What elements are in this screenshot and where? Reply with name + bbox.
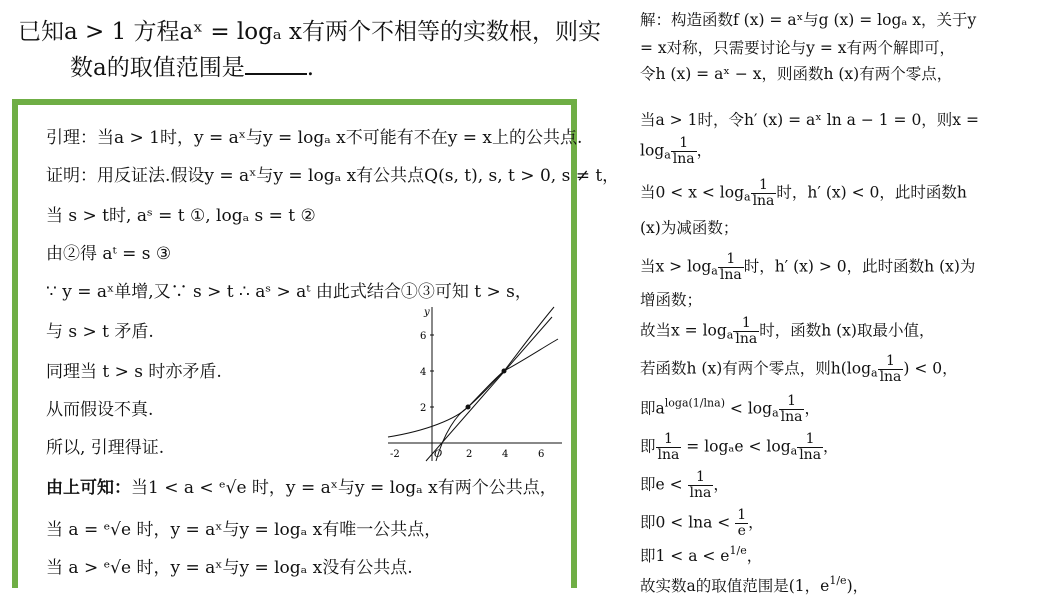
fraction	[779, 394, 805, 425]
fraction-denominator: lna	[780, 409, 803, 425]
log-base: a	[726, 328, 734, 342]
solution-line	[640, 136, 712, 167]
fraction	[671, 136, 697, 167]
solution-line	[640, 178, 967, 209]
fraction-denominator: lna	[735, 331, 758, 347]
fraction	[733, 316, 759, 347]
y-tick-label: 2	[420, 403, 427, 414]
exponent-denominator: lna	[703, 396, 721, 410]
fraction	[656, 432, 682, 463]
fraction-numerator: 1	[656, 432, 682, 448]
solution-line: 当a > 1时，令h′ (x) = aˣ ln a − 1 = 0，则x =	[640, 111, 979, 129]
exponent-denominator: e	[740, 544, 747, 557]
punctuation: ，	[823, 437, 839, 456]
function-graph	[386, 303, 566, 463]
solution-line	[640, 432, 839, 463]
solution-line: = x对称，只需要讨论与y = x有两个解即可，	[640, 39, 955, 57]
solution-line	[640, 252, 975, 283]
solution-text: 故实数a的取值范围是(1，e	[640, 577, 830, 595]
solution-text: 时，h′ (x) > 0，此时函数h (x)为	[743, 257, 976, 276]
fraction-numerator: 1	[797, 432, 823, 448]
fraction	[735, 508, 748, 539]
punctuation: ，	[713, 475, 729, 494]
fraction-numerator: 1	[733, 316, 759, 332]
log-base: a	[681, 396, 689, 410]
fraction	[688, 470, 714, 501]
solution-text: = logₐe < log	[686, 437, 791, 456]
y-tick-label: 6	[420, 331, 427, 342]
conclusion-line-2: 当 a = ᵉ√e 时，y = aˣ与y = logₐ x有唯一公共点，	[46, 520, 442, 540]
exponent-numerator: 1	[829, 574, 837, 587]
lemma-step-line: 由②得 aᵗ = s ③	[46, 244, 172, 264]
lemma-box	[12, 99, 620, 588]
punctuation: ，	[804, 399, 820, 418]
exponential-curve	[388, 307, 554, 437]
conclusion-label: 由上可知：	[46, 478, 131, 498]
solution-text: 当x > log	[640, 257, 712, 276]
log-base: a	[871, 366, 878, 380]
fraction-numerator: 1	[737, 507, 747, 523]
solution-line: 即$1 < a < e^{1/e}$，	[640, 544, 763, 565]
fraction-denominator: lna	[672, 151, 695, 167]
solution-text: < log	[729, 399, 773, 418]
fraction-denominator: e	[737, 523, 746, 539]
x-tick-label: 4	[502, 449, 509, 460]
x-tick-label: 2	[466, 449, 473, 460]
fraction-denominator: lna	[752, 193, 775, 209]
intersection-point	[466, 405, 471, 410]
y-axis-label: y	[424, 307, 430, 318]
fraction-numerator: 1	[688, 470, 714, 486]
conclusion-text-1: 当1 < a < ᵉ√e 时，y = aˣ与y = logₐ x有两个公共点，	[131, 478, 557, 498]
solution-text: 时，h′ (x) < 0，此时函数h	[776, 183, 967, 202]
line-y-equals-x	[426, 317, 552, 461]
fraction-denominator: lna	[719, 267, 742, 283]
solution-text: 即1 < a < e	[640, 547, 730, 565]
log-base: a	[772, 406, 779, 420]
exponent-denominator: e	[840, 574, 847, 587]
punctuation: ，	[696, 141, 713, 160]
solution-line: 解：构造函数f (x) = aˣ与g (x) = logₐ x，关于y	[640, 11, 977, 29]
exponent: 1/e	[729, 544, 747, 557]
solution-text: )，	[846, 577, 869, 595]
x-tick-label: -2	[390, 449, 400, 460]
log-base: a	[664, 148, 671, 162]
fraction-denominator: lna	[689, 485, 712, 501]
lemma-monotonic-line: ∵ y = aˣ单增,又∵ s > t ∴ aˢ > aᵗ 由此式结合①③可知 t > s，	[46, 282, 532, 302]
solution-text: 时，函数h (x)取最小值，	[759, 321, 935, 340]
conclusion-line-1	[46, 473, 557, 498]
fraction-denominator: lna	[879, 369, 902, 385]
fraction	[751, 178, 777, 209]
log-base: a	[711, 264, 718, 278]
answer-blank	[245, 51, 307, 75]
conclusion-line-3: 当 a > ᵉ√e 时，y = aˣ与y = logₐ x没有公共点.	[46, 558, 413, 578]
fraction-denominator: lna	[799, 447, 822, 463]
solution-line	[640, 316, 934, 347]
lemma-symmetric-line: 同理当 t > s 时亦矛盾.	[46, 362, 222, 382]
log-base: a	[744, 190, 751, 204]
intersection-point	[502, 369, 507, 374]
solution-text: 当0 < x < log	[640, 183, 744, 202]
log-base: a	[790, 444, 798, 458]
lemma-contradiction-line: 与 s > t 矛盾.	[46, 322, 154, 342]
lemma-proof-line: 证明：用反证法.假设y = aˣ与y = logₐ x有公共点Q(s, t), s, t > 0, s ≠ t，	[46, 166, 620, 186]
exponent: loga(1/lna)	[664, 396, 725, 410]
solution-line: 增函数；	[640, 291, 703, 309]
lemma-title-line: 引理：当a > 1时，y = aˣ与y = logₐ x不可能有不在y = x上的公共点.	[46, 128, 583, 148]
fraction-numerator: 1	[779, 394, 805, 410]
fraction	[797, 432, 823, 463]
fraction-numerator: 1	[718, 252, 744, 268]
solution-final-answer	[640, 574, 868, 596]
x-tick-label: 6	[538, 449, 545, 460]
log-text: log	[640, 141, 665, 160]
fraction-numerator: 1	[671, 136, 697, 152]
punctuation: ，	[748, 513, 764, 532]
origin-label: O	[434, 449, 443, 460]
fraction	[718, 252, 744, 283]
lemma-case-line: 当 s > t时, aˢ = t ①, logₐ s = t ②	[46, 206, 316, 226]
problem-line-2-suffix: .	[306, 55, 315, 81]
solution-text: 即e <	[640, 475, 683, 494]
solution-text: ) < 0，	[903, 359, 958, 378]
solution-line	[640, 470, 729, 501]
problem-statement	[18, 14, 608, 86]
solution-text: 即	[640, 437, 656, 456]
lemma-false-line: 从而假设不真.	[46, 400, 154, 420]
solution-text: 若函数h (x)有两个零点，则h(log	[640, 359, 871, 378]
solution-text: 即0 < lna <	[640, 513, 731, 532]
solution-text: 故当x = log	[640, 321, 727, 340]
solution-line: (x)为减函数；	[640, 219, 739, 237]
solution-line	[640, 354, 958, 385]
fraction-denominator: lna	[657, 447, 680, 463]
solution-line	[640, 508, 764, 539]
y-tick-label: 4	[420, 367, 427, 378]
solution-text: 即a	[640, 399, 665, 418]
fraction-numerator: 1	[751, 178, 777, 194]
exponent-numerator: 1	[729, 544, 737, 557]
exponent: 1/e	[829, 574, 847, 587]
solution-line	[640, 394, 820, 425]
fraction	[878, 354, 904, 385]
fraction-numerator: 1	[878, 354, 904, 370]
solution-line: 令h (x) = aˣ − x，则函数h (x)有两个零点，	[640, 65, 953, 83]
problem-line-2-prefix: 数a的取值范围是	[70, 55, 245, 81]
problem-line-2	[18, 50, 608, 86]
lemma-proved-line: 所以, 引理得证.	[46, 438, 165, 458]
problem-line-1: 已知a > 1 方程aˣ = logₐ x有两个不相等的实数根，则实	[18, 19, 601, 45]
exponent-numerator: 1	[692, 396, 700, 410]
